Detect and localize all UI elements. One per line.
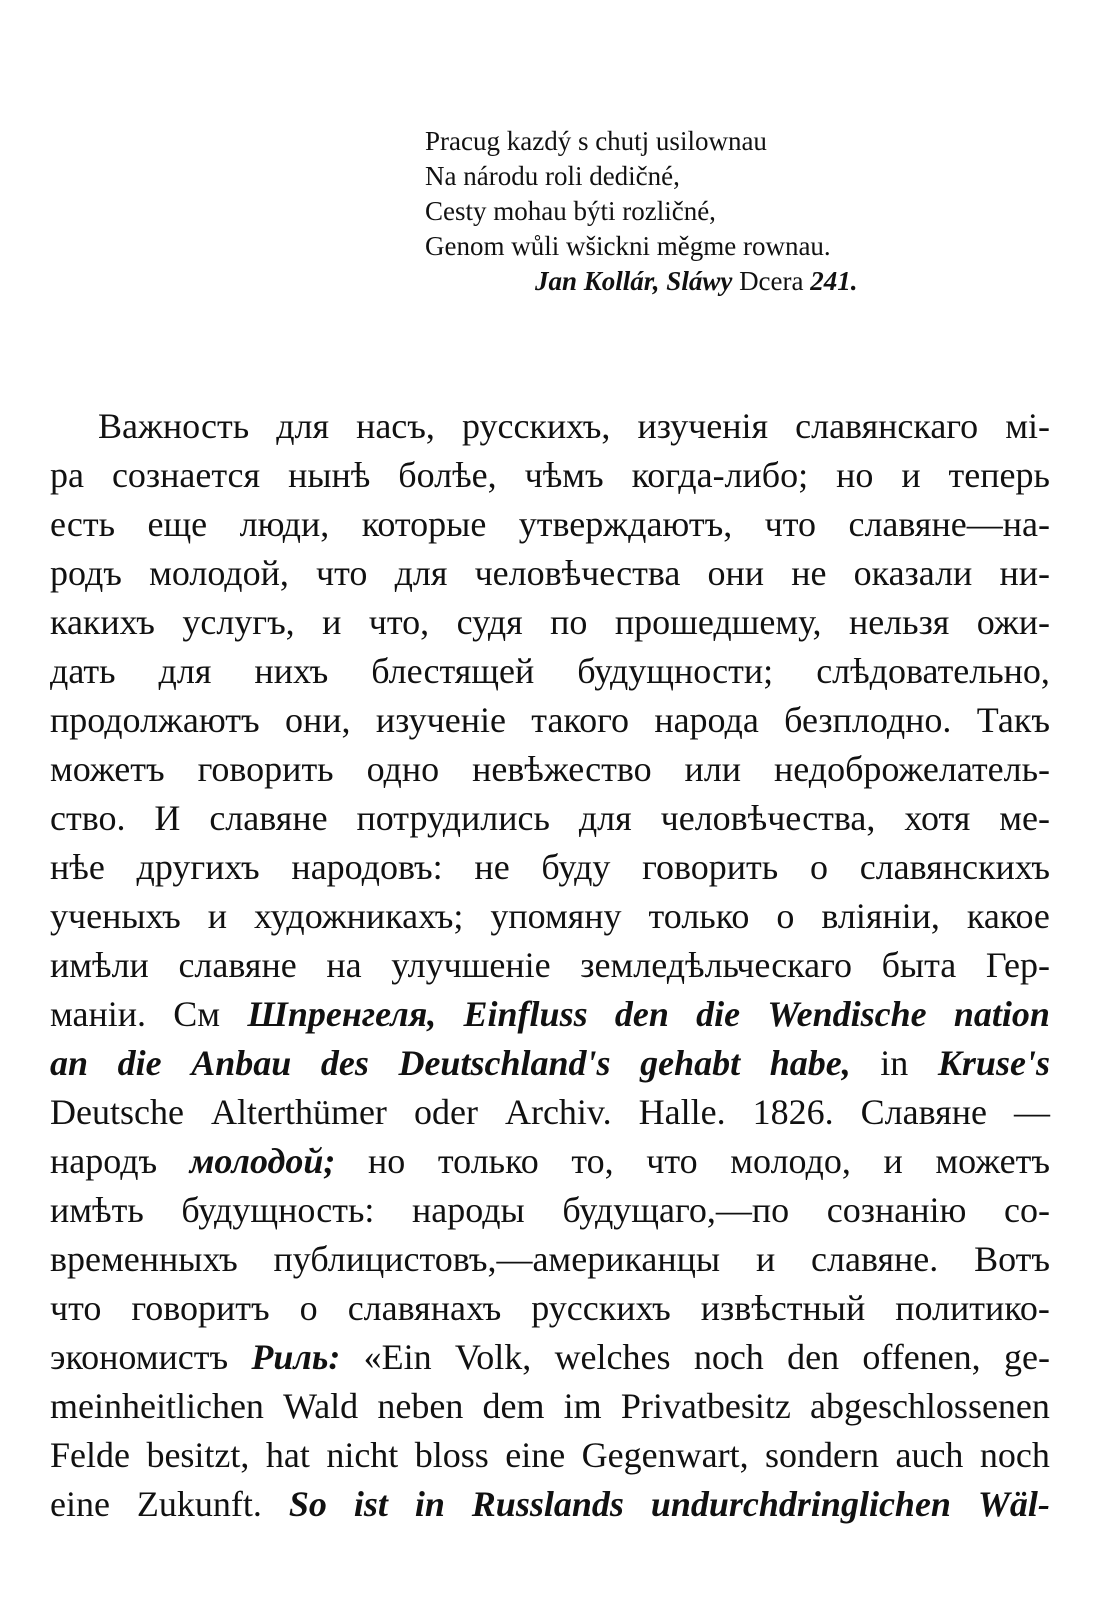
word: славяне [209, 798, 328, 838]
word: in [880, 1043, 909, 1083]
body-line [50, 451, 1050, 500]
body-line [50, 1480, 1050, 1529]
word: Privatbesitz [620, 1386, 791, 1426]
word: человѣчества, [660, 798, 876, 838]
word: in [414, 1484, 445, 1524]
word: Риль: [251, 1337, 341, 1377]
word: но [836, 455, 874, 495]
word: мі- [1005, 406, 1050, 446]
word: Gegenwart, [581, 1435, 749, 1475]
word: когда-либо; [631, 455, 809, 495]
word: народовъ: [291, 847, 443, 887]
word: undurchdringlichen [650, 1484, 951, 1524]
epigraph-verse: Pracug kazdý s chutj usilownau [425, 126, 767, 156]
word: Einfluss [463, 994, 588, 1034]
word: Kruse's [937, 1043, 1050, 1083]
word: славянскихъ [859, 847, 1050, 887]
word: болѣе, [398, 455, 497, 495]
word: люди, [239, 504, 330, 544]
word: судя [456, 602, 523, 642]
word: So [288, 1484, 327, 1524]
word: ме- [999, 798, 1050, 838]
word: что, [368, 602, 430, 642]
word: политико- [895, 1288, 1050, 1328]
word: имѣли [50, 945, 149, 985]
attribution-number: 241. [810, 266, 858, 296]
word: Шпренгеля, [247, 994, 437, 1034]
word: И [154, 798, 181, 838]
body-line [50, 402, 1050, 451]
word: но [368, 1141, 406, 1181]
word: что [316, 553, 368, 593]
word: что [50, 1288, 102, 1328]
word: и [322, 602, 342, 642]
word: прошедшему, [614, 602, 822, 642]
word: по [550, 602, 588, 642]
word: о [809, 847, 828, 887]
body-line [50, 696, 1050, 745]
word: bloss [414, 1435, 489, 1475]
word: habe, [769, 1043, 851, 1083]
word: besitzt, [146, 1435, 250, 1475]
word: Deutsche [50, 1092, 184, 1132]
word: они [707, 553, 765, 593]
word: вліяніи, [821, 896, 940, 936]
body-line [50, 1235, 1050, 1284]
word: хотя [904, 798, 971, 838]
word: Wäl- [977, 1484, 1050, 1524]
attribution-author: Jan Kollár, [535, 266, 660, 296]
body-line [50, 843, 1050, 892]
word: an [50, 1043, 89, 1083]
word: извѣстный [700, 1288, 866, 1328]
word: и [901, 455, 921, 495]
word: славяне [178, 945, 297, 985]
word: быта [881, 945, 957, 985]
word: насъ, [356, 406, 435, 446]
word: nation [953, 994, 1050, 1034]
word: буду [541, 847, 611, 887]
word: упомяну [490, 896, 622, 936]
word: den [614, 994, 669, 1034]
word: не [791, 553, 827, 593]
word: не [474, 847, 510, 887]
word: hat [265, 1435, 310, 1475]
body-line [50, 1137, 1050, 1186]
word: ge- [1003, 1337, 1050, 1377]
word: Важность [98, 406, 250, 446]
body-line [50, 1284, 1050, 1333]
word: — [1013, 1092, 1050, 1132]
body-paragraph [50, 402, 1050, 1529]
body-line [50, 1431, 1050, 1480]
word: славянахъ [347, 1288, 502, 1328]
word: die [117, 1043, 162, 1083]
epigraph-verse: Na národu roli dedičné, [425, 161, 680, 191]
word: См [173, 994, 221, 1034]
body-line [50, 647, 1050, 696]
word: нѣе [50, 847, 105, 887]
word: Archiv. [504, 1092, 612, 1132]
word: Alterthümer [210, 1092, 387, 1132]
word: маніи. [50, 994, 147, 1034]
word: offenen, [862, 1337, 981, 1377]
word: говоритъ [131, 1288, 270, 1328]
word: можетъ [50, 749, 165, 789]
word: они, [285, 700, 351, 740]
word: и [883, 1141, 903, 1181]
word: что [646, 1141, 698, 1181]
body-line [50, 500, 1050, 549]
word: что [764, 504, 817, 544]
word: народа [654, 700, 759, 740]
word: и [755, 1239, 776, 1279]
word: Volk, [454, 1337, 532, 1377]
word: ра [50, 455, 84, 495]
word: какое [966, 896, 1050, 936]
word: на [326, 945, 362, 985]
word: dem [482, 1386, 545, 1426]
word: родъ [50, 553, 122, 593]
word: одно [366, 749, 440, 789]
word: ожи- [976, 602, 1050, 642]
word: о [299, 1288, 318, 1328]
word: говорить [197, 749, 334, 789]
word: нынѣ [288, 455, 371, 495]
word: молодой, [149, 553, 289, 593]
word: «Ein [363, 1337, 432, 1377]
word: ство. [50, 798, 126, 838]
word: только [437, 1141, 539, 1181]
word: есть [50, 504, 116, 544]
word: то, [571, 1141, 614, 1181]
word: народы [411, 1190, 525, 1230]
word: нихъ [254, 651, 329, 691]
word: недоброжелатель- [774, 749, 1050, 789]
word: для [394, 553, 448, 593]
body-line [50, 892, 1050, 941]
body-line [50, 745, 1050, 794]
word: временныхъ [50, 1239, 238, 1279]
body-line [50, 549, 1050, 598]
word: русскихъ, [461, 406, 611, 446]
word: какихъ [50, 602, 155, 642]
word: noch [693, 1337, 764, 1377]
word: имѣть [50, 1190, 144, 1230]
word: невѣжество [472, 749, 652, 789]
word: Wald [283, 1386, 359, 1426]
word: экономистъ [50, 1337, 229, 1377]
word: оказали [853, 553, 973, 593]
word: Гер- [985, 945, 1050, 985]
word: сознанію [826, 1190, 967, 1230]
word: Вотъ [974, 1239, 1050, 1279]
body-line [50, 941, 1050, 990]
word: eine [50, 1484, 110, 1524]
word: еще [147, 504, 208, 544]
word: публицистовъ,—американцы [273, 1239, 721, 1279]
epigraph-attribution [425, 264, 1045, 299]
body-line [50, 1382, 1050, 1431]
epigraph-verse: Genom wůli wšickni měgme rownau. [425, 231, 831, 261]
word: утверждаютъ, [518, 504, 733, 544]
word: потрудились [356, 798, 550, 838]
word: 1826. [752, 1092, 834, 1132]
word: русскихъ [531, 1288, 671, 1328]
word: народъ [50, 1141, 158, 1181]
body-line [50, 1333, 1050, 1382]
word: будущность: [181, 1190, 375, 1230]
word: славянскаго [795, 406, 979, 446]
word: со- [1003, 1190, 1050, 1230]
word: oder [413, 1092, 478, 1132]
word: meinheitlichen [50, 1386, 264, 1426]
word: Felde [50, 1435, 130, 1475]
word: nicht [326, 1435, 399, 1475]
word: дать [50, 651, 116, 691]
body-line [50, 1186, 1050, 1235]
word: Zukunft. [136, 1484, 262, 1524]
word: только [648, 896, 750, 936]
word: Такъ [976, 700, 1050, 740]
word: молодой; [189, 1141, 336, 1181]
word: neben [377, 1386, 464, 1426]
body-line [50, 794, 1050, 843]
epigraph-verse: Cesty mohau býti rozličné, [425, 196, 716, 226]
word: den [787, 1337, 840, 1377]
word: человѣчества [474, 553, 681, 593]
word: im [563, 1386, 602, 1426]
word: слѣдовательно, [816, 651, 1050, 691]
word: улучшеніе [391, 945, 551, 985]
word: сознается [111, 455, 261, 495]
word: abgeschlossenen [809, 1386, 1050, 1426]
word: Deutschland's [398, 1043, 611, 1083]
word: будущности; [577, 651, 774, 691]
word: о [776, 896, 795, 936]
word: ни- [999, 553, 1050, 593]
attribution-part: Dcera [739, 266, 804, 296]
word: для [276, 406, 330, 446]
word: ist [353, 1484, 388, 1524]
word: sondern [765, 1435, 880, 1475]
epigraph [425, 124, 1045, 299]
word: die [696, 994, 741, 1034]
word: такого [531, 700, 629, 740]
word: welches [554, 1337, 671, 1377]
word: земледѣльческаго [580, 945, 852, 985]
word: изученіе [375, 700, 506, 740]
word: Russlands [471, 1484, 624, 1524]
word: молодо, [730, 1141, 851, 1181]
word: для [158, 651, 212, 691]
word: Wendische [767, 994, 927, 1034]
word: чѣмъ [524, 455, 604, 495]
word: художникахъ; [254, 896, 464, 936]
word: eine [505, 1435, 566, 1475]
word: безплодно. [784, 700, 952, 740]
word: ученыхъ [50, 896, 181, 936]
body-line [50, 990, 1050, 1039]
word: для [578, 798, 632, 838]
word: или [684, 749, 742, 789]
word: нельзя [848, 602, 950, 642]
word: auch [895, 1435, 964, 1475]
body-line [50, 1039, 1050, 1088]
word: продолжаютъ [50, 700, 260, 740]
word: будущаго,—по [562, 1190, 790, 1230]
word: блестящей [371, 651, 535, 691]
word: Halle. [638, 1092, 726, 1132]
word: теперь [948, 455, 1050, 495]
word: noch [979, 1435, 1050, 1475]
word: Anbau [191, 1043, 292, 1083]
word: можетъ [935, 1141, 1050, 1181]
word: славяне. [811, 1239, 939, 1279]
word: изученія [637, 406, 769, 446]
word: другихъ [136, 847, 260, 887]
word: славяне—на- [848, 504, 1050, 544]
word: gehabt [640, 1043, 741, 1083]
word: Славяне [860, 1092, 987, 1132]
word: услугъ, [182, 602, 295, 642]
body-line [50, 1088, 1050, 1137]
word: и [207, 896, 228, 936]
word: des [320, 1043, 369, 1083]
attribution-work: Sláwy [666, 266, 733, 296]
body-line [50, 598, 1050, 647]
word: которые [361, 504, 487, 544]
word: говорить [642, 847, 779, 887]
